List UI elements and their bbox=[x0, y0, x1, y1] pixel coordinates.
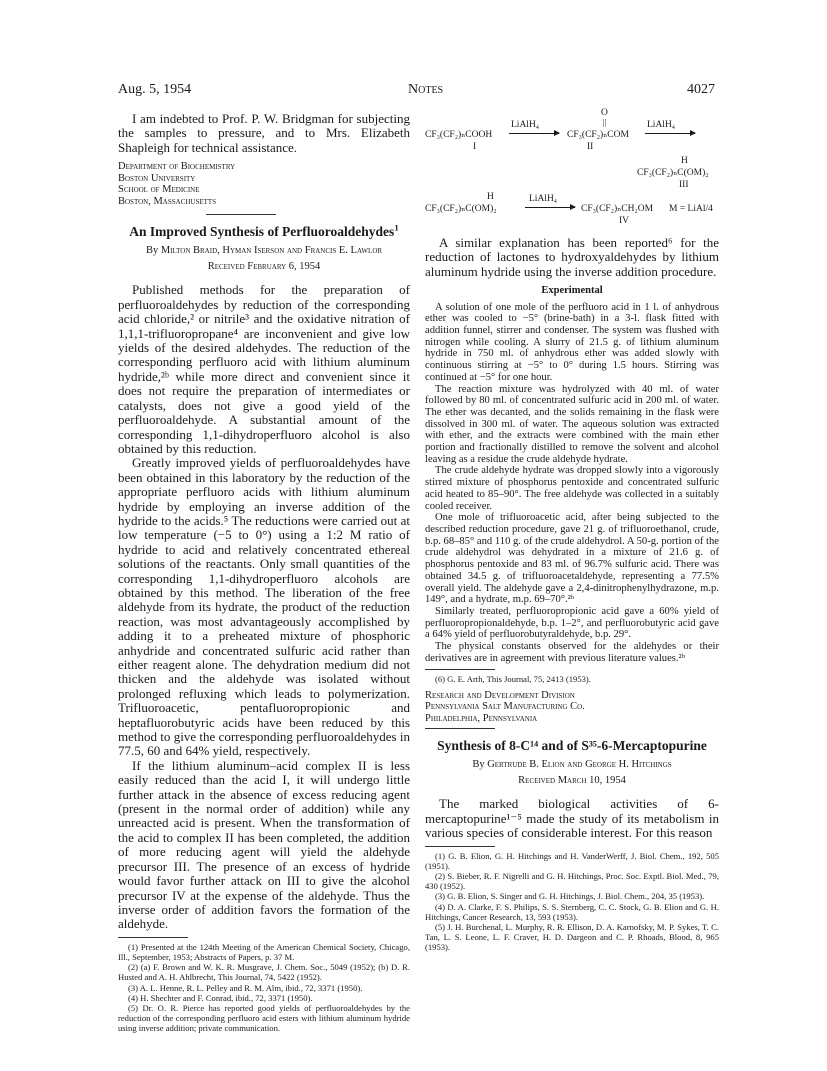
byline-prefix: By bbox=[145, 244, 159, 256]
scheme-arrow bbox=[525, 204, 575, 214]
footnote: (3) G. B. Elion, S. Singer and G. H. Hitchings, J. Biol. Chem., 204, 35 (1953). bbox=[435, 891, 705, 902]
reaction-scheme bbox=[425, 108, 719, 242]
scheme-oxygen: O bbox=[601, 108, 608, 118]
experimental-paragraph: The crude aldehyde hydrate was dropped slowly into a vigorously stirred mixture of phosphorus pentoxide and concentrated sulfuric acid heated to 85–90°. The free aldehyde was collected in a suitably cooled receiver. bbox=[425, 465, 719, 512]
footnote: (5) Dr. O. R. Pierce has reported good yields of perfluoroaldehydes by the reduction of the corresponding perfluoro acid esters with lithium aluminum hydride using inverse addition; private communication. bbox=[118, 1002, 410, 1034]
footnote: (2) (a) F. Brown and W. K. R. Musgrave, J. Chem. Soc., 5049 (1952); (b) D. R. Husted and A. H. Ahlbrecht, This Journal, 74, 5422 (1952). bbox=[118, 962, 410, 983]
body-paragraph: Greatly improved yields of perfluoroaldehydes have been obtained in this laboratory by the reduction of the appropriate perfluoro acids with lithium aluminum hydride by employing an inverse addition of the hydride to the acids.⁵ The reductions were carried out at low temperature (−5 to 0°) using a 1:2 M ratio of hydride to acid and relatively concentrated ethereal solutions of the reactants. Only small quantities of the corresponding 1,1-dihydroperfluoro alcohols are obtained by this method. The liberation of the free aldehyde from its hydrate, the product of the reduction reaction, was most advantageously accomplished by adding it to a preheated mixture of phosphoric anhydride and concentrated sulfuric acid rather than either reagent alone. The dehydration medium did not thicken and the aldehyde was isolated without prolonged refluxing which leads to polymerization. Trifluoroacetic, pentafluoropropionic and heptafluorobutyric acids have been reduced by this method to give the corresponding perfluoroaldehydes in 77.5, 60 and 64% yield, respectively. bbox=[118, 455, 410, 759]
footnotes bbox=[425, 674, 719, 684]
scheme-hydrate: CF₃(CF₂)ₙC(OM)₂ bbox=[425, 204, 497, 214]
scheme-reagent: LiAlH₄ bbox=[529, 194, 558, 204]
article-title: Synthesis of 8-C¹⁴ and of S³⁵-6-Mercaptopurine bbox=[437, 738, 707, 754]
scheme-label-iii: III bbox=[679, 180, 689, 190]
footnote-divider bbox=[425, 846, 495, 847]
footnote: (2) S. Bieber, R. F. Nigrelli and G. H. Hitchings, Proc. Soc. Exptl. Biol. Med., 79, 430 (1952). bbox=[425, 870, 719, 892]
scheme-hydrate: CF₃(CF₂)ₙC(OM)₂ bbox=[637, 168, 709, 178]
experimental-heading: Experimental bbox=[541, 285, 603, 297]
received-date: Received February 6, 1954 bbox=[207, 261, 321, 273]
scheme-arrow bbox=[645, 130, 695, 140]
footnotes bbox=[425, 851, 719, 953]
footnote: (4) H. Shechter and F. Conrad, ibid., 72, 3371 (1950). bbox=[128, 992, 313, 1003]
footnote: (3) A. L. Henne, R. L. Pelley and R. M. Alm, ibid., 72, 3371 (1950). bbox=[128, 982, 363, 993]
body-paragraph: Published methods for the preparation of perfluoroaldehydes by reduction of the corresponding acid chloride,² or nitrile³ and the oxidative nitration of 1,1,1-trifluoropropane⁴ are inconvenient and give low yields of the desired aldehydes. The reduction of the corresponding perfluoro acid with lithium aluminum hydride,²ᵇ while more direct and convenient since it does not require the preparation of intermediates or catalysts, does not give a good yield of the perfluoroaldehyde. A substantial amount of the corresponding 1,1-dihydroperfluoro alcohol is also obtained by this reduction. bbox=[118, 282, 410, 456]
title-footnote-marker: 1 bbox=[394, 222, 399, 233]
scheme-double-bond: || bbox=[603, 118, 607, 127]
footnote: (6) G. E. Arth, This Journal, 75, 2413 (1953). bbox=[435, 674, 591, 685]
scheme-complex: CF₃(CF₂)ₙCOM bbox=[567, 130, 629, 140]
scheme-alcohol-precursor: CF₃(CF₂)ₙCH₂OM bbox=[581, 204, 654, 214]
section-divider bbox=[206, 214, 276, 215]
affiliation-line: Philadelphia, Pennsylvania bbox=[425, 712, 538, 724]
body-paragraph: If the lithium aluminum–acid complex II is less easily reduced than the acid I, it will undergo little further attack in the absence of excess reducing agent (present in the normal order of addition) while any unreacted acid is present. When the transformation of the acid to complex II has been completed, the addition of more reducing agent will yield the aldehyde precursor III. The presence of an excess of hydride would favor further attack on III to give the alcohol precursor IV at the expense of the aldehyde. Thus the inverse order of addition favors the formation of the aldehyde. bbox=[118, 757, 410, 932]
article-title bbox=[118, 222, 410, 240]
left-column bbox=[118, 112, 410, 1034]
header-date: Aug. 5, 1954 bbox=[118, 82, 192, 97]
received-date: Received March 10, 1954 bbox=[518, 774, 626, 786]
experimental-paragraph: One mole of trifluoroacetic acid, after being subjected to the described reduction procedure, gave 21 g. of trifluoroethanol, crude, b.p. 68–85° and 110 g. of the crude aldehydrol. A 50-g. portion of the crude aldehydrol was dehydrated in a mixture of 21.6 g. of phosphorus pentoxide and 83 ml. of 96.7% sulfuric acid. There was obtained 34.5 g. of trifluoroacetaldehyde, representing a 77.5% overall yield. The aldehyde gave a 2,4-dinitrophenylhydrazone, m.p. 149°, and a hydrate, m.p. 69–70°.²ᵇ bbox=[425, 512, 719, 606]
section-divider bbox=[425, 728, 495, 729]
header-section: Notes bbox=[408, 82, 444, 97]
acknowledgement-paragraph: I am indebted to Prof. P. W. Bridgman for subjecting the samples to pressure, and to Mrs. Elizabeth Shapleigh for technical assistance. bbox=[118, 111, 410, 155]
author-names: Milton Braid, Hyman Iserson and Francis E. Lawlor bbox=[160, 244, 383, 256]
experimental-paragraph: Similarly treated, perfluoropropionic acid gave a 60% yield of perfluoropropionaldehyde, b.p. 1–2°, and perfluorobutyric acid gave a 64% yield of perfluorobutyraldehyde, b.p. 29°. bbox=[425, 605, 719, 641]
experimental-paragraph: A solution of one mole of the perfluoro acid in 1 l. of anhydrous ether was cooled to −5° (brine-bath) in a 3-l. flask fitted with addition funnel, stirrer and condenser. The system was flushed with nitrogen while cooling. A slurry of 21.5 g. of lithium aluminum hydride in 750 ml. of anhydrous ether was added slowly with continuous stirring at −5° to 0° during 1.5 hours. Stirring was continued at −5° for one hour. bbox=[425, 301, 719, 383]
right-column bbox=[425, 108, 719, 953]
scheme-h: H bbox=[681, 156, 688, 166]
header-page-number: 4027 bbox=[687, 82, 715, 97]
experimental-paragraph: The reaction mixture was hydrolyzed with 40 ml. of water followed by 80 ml. of concentrated sulfuric acid in 200 ml. of water. The ether was decanted, and the solids remaining in the flask were dissolved in 300 ml. of water. The aqueous solution was extracted with ether, and the extracts were combined with the main ether portion and fractionally distilled to remove the solvent and alcohol leaving as a residue the crude aldehyde hydrate. bbox=[425, 383, 719, 465]
affiliation-line: Boston, Massachusetts bbox=[118, 195, 217, 207]
scheme-arrow bbox=[509, 130, 559, 140]
affiliation-line: Department of Biochemistry bbox=[118, 161, 236, 173]
article-title-text: An Improved Synthesis of Perfluoroaldehydes bbox=[129, 224, 395, 240]
affiliation-line: Boston University bbox=[118, 172, 196, 184]
scheme-label-ii: II bbox=[587, 142, 594, 152]
footnotes bbox=[118, 942, 410, 1034]
scheme-h: H bbox=[487, 192, 494, 202]
footnote-divider bbox=[425, 669, 495, 670]
affiliation-block bbox=[425, 690, 719, 725]
footnote: (1) Presented at the 124th Meeting of the American Chemical Society, Chicago, Ill., September, 1953; Abstracts of Papers, p. 37 M. bbox=[118, 941, 410, 962]
affiliation-line: Research and Development Division bbox=[425, 689, 575, 701]
scheme-label-i: I bbox=[473, 142, 477, 152]
footnote-divider bbox=[118, 937, 188, 938]
experimental-paragraph: The physical constants observed for the aldehydes or their derivatives are in agreement with previous literature values.²ᵇ bbox=[425, 641, 719, 664]
scheme-reagent: LiAlH₄ bbox=[647, 120, 676, 130]
scheme-reagent: LiAlH₄ bbox=[511, 120, 540, 130]
author-byline bbox=[425, 758, 719, 772]
scheme-m-definition: M = LiAl/4 bbox=[669, 204, 713, 214]
body-paragraph: A similar explanation has been reported⁶ for the reduction of lactones to hydroxyaldehydes by lithium aluminum hydride using the inverse addition procedure. bbox=[425, 235, 719, 279]
affiliation-block bbox=[118, 161, 410, 207]
footnote: (4) D. A. Clarke, F. S. Philips, S. S. Sternberg, C. C. Stock, G. B. Elion and G. H. Hitchings, Cancer Research, 13, 593 (1953). bbox=[425, 901, 719, 922]
affiliation-line: Pennsylvania Salt Manufacturing Co. bbox=[425, 701, 585, 713]
footnote: (5) J. H. Burchenal, L. Murphy, R. R. Ellison, D. A. Karnofsky, M. P. Sykes, T. C. Tan, L. S. Leone, L. F. Craver, H. D. Dargeon and C. P. Rhoads, Blood, 8, 965 (1953). bbox=[425, 921, 719, 953]
body-paragraph: The marked biological activities of 6-mercaptopurine¹⁻⁵ made the study of its metabolism in various species of considerable interest. For this reason bbox=[425, 796, 719, 841]
byline-prefix: By bbox=[472, 758, 485, 770]
experimental-section bbox=[425, 302, 719, 665]
footnote: (1) G. B. Elion, G. H. Hitchings and H. VanderWerff, J. Biol. Chem., 192, 505 (1951). bbox=[425, 850, 719, 871]
affiliation-line: School of Medicine bbox=[118, 184, 200, 196]
scheme-label-iv: IV bbox=[619, 216, 630, 226]
author-byline bbox=[118, 244, 410, 258]
scheme-acid: CF₃(CF₂)ₙCOOH bbox=[425, 130, 493, 140]
author-names: Gertrude B. Elion and George H. Hitchings bbox=[487, 758, 672, 770]
